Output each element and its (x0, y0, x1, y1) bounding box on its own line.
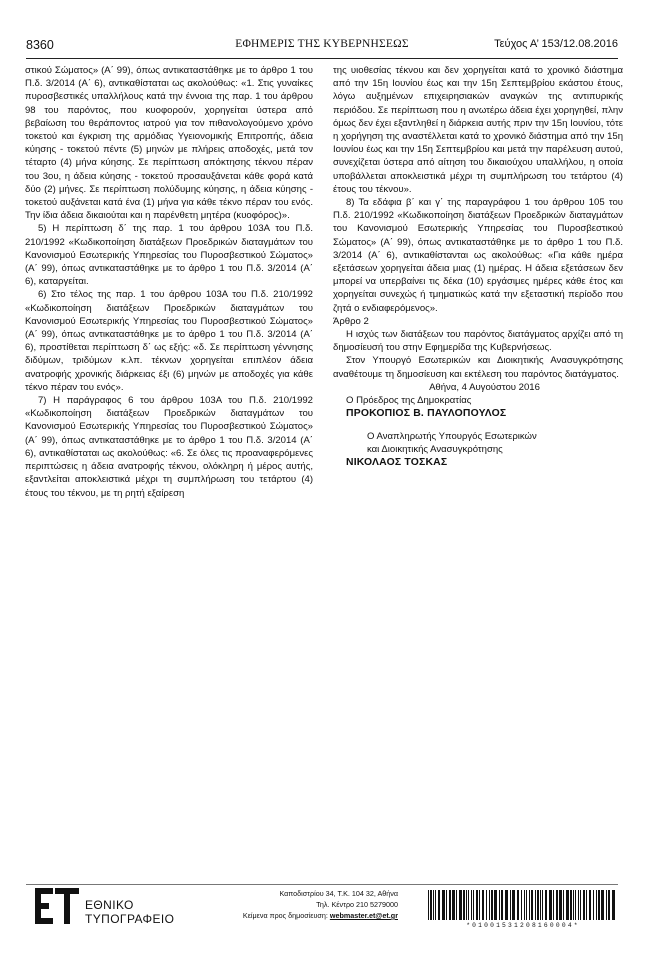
barcode-bar (524, 890, 525, 920)
barcode-bar (471, 890, 472, 920)
barcode-bar (449, 890, 451, 920)
barcode-bar (589, 890, 591, 920)
paragraph: 6) Στο τέλος της παρ. 1 του άρθρου 103Α του Π.δ. 210/1992 «Κωδικοποίηση διατάξεων Προεδρικών διαταγμάτων του Κανονισμού Εσωτερικής Υπηρεσίας του Πυροσβεστικού Σώματος» (Α΄ 99), όπως αντικαταστάθηκε με το άρθρο 1 του Π.δ. 3/2014 (Α΄ 6), προστίθεται περίπτωση δ΄ ως εξής: «δ. Σε περίπτωση γέννησης διδύμων, τριδύμων κ.λπ. τέκνων χορηγείται επιπλέον άδεια ανατροφής χρονικής διάρκειας έξι (6) μηνών με αποδοχές για κάθε τέκνο πέραν του ενός». (25, 289, 313, 393)
paragraph: της υιοθεσίας τέκνου και δεν χορηγείται κατά το χρονικό διάστημα από την 15η Ιουνίου έως και την 15η Σεπτεμβρίου εκάστου έτους, λόγω αυξημένων επιχειρησιακών αναγκών της αντιπυρικής περιόδου. Σε περίπτωση που η ανωτέρω άδεια έχει χορηγηθεί, πλην όμως δεν έχει εξαντληθεί η διάρκεια αυτής πριν την 15η Ιουνίου, τότε η χορήγηση της αναστέλλεται κατά το χρονικό διάστημα από την 15η Ιουνίου έως και την 15η Σεπτεμβρίου και μετά την παρέλευση αυτού, συνεχίζεται ύστερα από αίτηση του δικαιούχου υπαλλήλου, η οποία υποβάλλεται αποκλειστικά μέχρι τη συμπλήρωση του τετάρτου (4) έτους του τέκνου». (333, 65, 623, 195)
barcode-bar (466, 890, 467, 920)
barcode-bar (499, 890, 500, 920)
paragraph: 8) Τα εδάφια β΄ και γ΄ της παραγράφου 1 του άρθρου 105 του Π.δ. 210/1992 «Κωδικοποίηση διατάξεων Προεδρικών διαταγμάτων του Κανονισμού Εσωτερικής Υπηρεσίας του Πυροσβεστικού Σώματος» (Α΄ 99), όπως αντικαταστάθηκε με το άρθρο 1 του Π.δ. 3/2014 (Α΄ 6), αντικαθίστανται ως ακολούθως: «Για κάθε ημέρα εξετάσεων χορηγείται άδεια μιας (1) ημέρας. Η άδεια εξετάσεων δεν μπορεί να υπερβαίνει τις δέκα (10) εργάσιμες ημέρες κάθε έτος και χορηγείται συνεχώς ή τμηματικώς κατά την εξεταστική περίοδο που ζητά ο ενδιαφερόμενος». (333, 197, 623, 314)
barcode-bar (535, 890, 536, 920)
barcode-bar (459, 890, 462, 920)
phone: Τηλ. Κέντρο 210 5279000 (316, 900, 398, 909)
barcode-bar (510, 890, 511, 920)
paragraph: Στον Υπουργό Εσωτερικών και Διοικητικής Ανασυγκρότησης αναθέτουμε τη δημοσίευση και εκτέλεση του παρόντος διατάγματος. (333, 355, 623, 380)
barcode-bar (578, 890, 579, 920)
barcode-bar (489, 890, 490, 920)
barcode-bar (559, 890, 562, 920)
barcode-bar (476, 890, 478, 920)
right-column (333, 64, 623, 470)
barcode-bar (601, 890, 604, 920)
email-link[interactable]: webmaster.et@et.gr (329, 911, 398, 920)
signatory-role: Ο Πρόεδρος της Δημοκρατίας (346, 395, 472, 407)
barcode-bar (563, 890, 564, 920)
barcode-bar (468, 890, 469, 920)
barcode-bar (580, 890, 581, 920)
minister-name: ΝΙΚΟΛΑΟΣ ΤΟΣΚΑΣ (346, 457, 448, 469)
barcode-bar (570, 890, 572, 920)
barcode-bar (479, 890, 480, 920)
barcode-bar (517, 890, 519, 920)
national-printing-office-logo (35, 888, 215, 924)
barcode-bar (593, 890, 594, 920)
barcode-bar (556, 890, 558, 920)
barcode-bar (486, 890, 487, 920)
barcode-bar (456, 890, 457, 920)
barcode-bar (612, 890, 615, 920)
barcode-bar (540, 890, 541, 920)
barcode-bar (573, 890, 574, 920)
left-column (25, 64, 313, 500)
minister-role (367, 430, 623, 456)
barcode-bar (446, 890, 447, 920)
barcode-bar (442, 890, 445, 920)
barcode-bar (491, 890, 493, 920)
barcode-bar (433, 890, 434, 920)
barcode-bar (545, 890, 547, 920)
barcode-bar (531, 890, 533, 920)
page-header (26, 38, 618, 52)
barcode-bar (512, 890, 515, 920)
footer-rule (26, 884, 618, 885)
barcode-bar (608, 890, 610, 920)
barcode-bar (521, 890, 522, 920)
email-label: Κείμενα προς δημοσίευση: (242, 911, 328, 920)
issue-number: Τεύχος Α’ 153/12.08.2016 (494, 38, 618, 50)
barcode-bar (473, 890, 474, 920)
barcode-bar (482, 890, 484, 920)
signing-date: Αθήνα, 4 Αυγούστου 2016 (429, 381, 540, 393)
barcode (428, 890, 618, 920)
barcode-bar (575, 890, 576, 920)
barcode-bar (526, 890, 527, 920)
header-rule (26, 58, 618, 59)
signatory-name: ΠΡΟΚΟΠΙΟΣ Β. ΠΑΥΛΟΠΟΥΛΟΣ (346, 408, 507, 420)
logo-text-line: ΕΘΝΙΚΟ (85, 898, 134, 912)
paragraph: στικού Σώματος» (Α΄ 99), όπως αντικαταστάθηκε με το άρθρο 1 του Π.δ. 3/2014 (Α΄ 6), αντικαθίσταται ως ακολούθως: «1. Στις γυναίκες πυροσβεστικές υπαλλήλους κατά την έννοια της παρ. 1 του άρθρου 98 του παρόντος, που κυοφορούν, χορηγείται ύστερα από βεβαίωση του θεράποντος ιατρού για τον πιθανολογούμενο χρόνο τοκετού και έγκριση της αρμόδιας Υγειονομικής Επιτροπής, άδεια κύησης - τοκετού πέντε (5) μηνών με πλήρεις αποδοχές, μετά τον τέταρτο (4) μήνα κύησης. Σε περίπτωση απόκτησης τέκνου πέραν του 3ου, η άδεια κύησης - τοκετού προσαυξάνεται κάθε φορά κατά δύο (2) μήνες. Σε περίπτωση πολύδυμης κύησης, η άδεια κύησης - τοκετού αυξάνεται κατά ένα (1) μήνα για κάθε τέκνο πέραν του ενός. Την ίδια άδεια δικαιούται και η παρένθετη μητέρα (κυοφόρος)». (25, 65, 313, 222)
contact-info (238, 888, 398, 921)
barcode-bar (542, 890, 543, 920)
minister-role-line: Ο Αναπληρωτής Υπουργός Εσωτερικών (367, 431, 537, 443)
article-heading: Άρθρο 2 (333, 315, 369, 327)
barcode-bar (549, 890, 552, 920)
barcode-bar (435, 890, 436, 920)
barcode-bar (438, 890, 440, 920)
page-number: 8360 (26, 38, 54, 52)
barcode-bar (586, 890, 587, 920)
barcode-bar (566, 890, 569, 920)
barcode-bar (606, 890, 607, 920)
barcode-bar (428, 890, 429, 920)
barcode-bar (553, 890, 554, 920)
barcode-bar (494, 890, 497, 920)
email-line (238, 910, 398, 921)
paragraph: Η ισχύς των διατάξεων του παρόντος διατάγματος αρχίζει από τη δημοσίευσή του στην Εφημερίδα της Κυβερνήσεως. (333, 329, 623, 354)
address: Καποδιστρίου 34, Τ.Κ. 104 32, Αθήνα (279, 889, 398, 898)
paragraph: 5) Η περίπτωση δ΄ της παρ. 1 του άρθρου 103Α του Π.δ. 210/1992 «Κωδικοποίηση διατάξεων Προεδρικών διαταγμάτων του Κανονισμού Εσωτερικής Υπηρεσίας του Πυροσβεστικού Σώματος» (Α΄ 99), όπως αντικαταστάθηκε με το άρθρο 1 του Π.δ. 3/2014 (Α΄ 6), καταργείται. (25, 223, 313, 288)
barcode-bar (537, 890, 539, 920)
barcode-bar (583, 890, 585, 920)
barcode-digits: *01001531208160004* (466, 922, 580, 929)
barcode-bar (598, 890, 600, 920)
et-logo-icon (35, 888, 79, 924)
barcode-bar (501, 890, 503, 920)
paragraph: 7) Η παράγραφος 6 του άρθρου 103Α του Π.δ. 210/1992 «Κωδικοποίηση διατάξεων Προεδρικών διαταγμάτων του Κανονισμού Εσωτερικής Υπηρεσίας του Πυροσβεστικού Σώματος» (Α΄ 99), όπως αντικαταστάθηκε με το άρθρο 1 του Π.δ. 3/2014 (Α΄ 6), αντικαθίσταται ως ακολούθως: «6. Σε όλες τις προαναφερόμενες περιπτώσεις η άδεια ανατροφής τέκνου, ολόκληρη ή μέρος αυτής, εξαντλείται αποκλειστικά μέχρι τη συμπλήρωση του τετάρτου (4) έτους του τέκνου, με τη ρητή εξαίρεση (25, 395, 313, 499)
barcode-bar (452, 890, 455, 920)
barcode-bar (596, 890, 597, 920)
journal-title: ΕΦΗΜΕΡΙΣ ΤΗΣ ΚΥΒΕΡΝΗΣΕΩΣ (235, 38, 409, 50)
minister-role-line: και Διοικητικής Ανασυγκρότησης (367, 444, 503, 456)
barcode-bar (505, 890, 508, 920)
barcode-bar (430, 890, 432, 920)
barcode-bar (463, 890, 465, 920)
barcode-bar (529, 890, 530, 920)
logo-text-line: ΤΥΠΟΓΡΑΦΕΙΟ (85, 912, 175, 926)
